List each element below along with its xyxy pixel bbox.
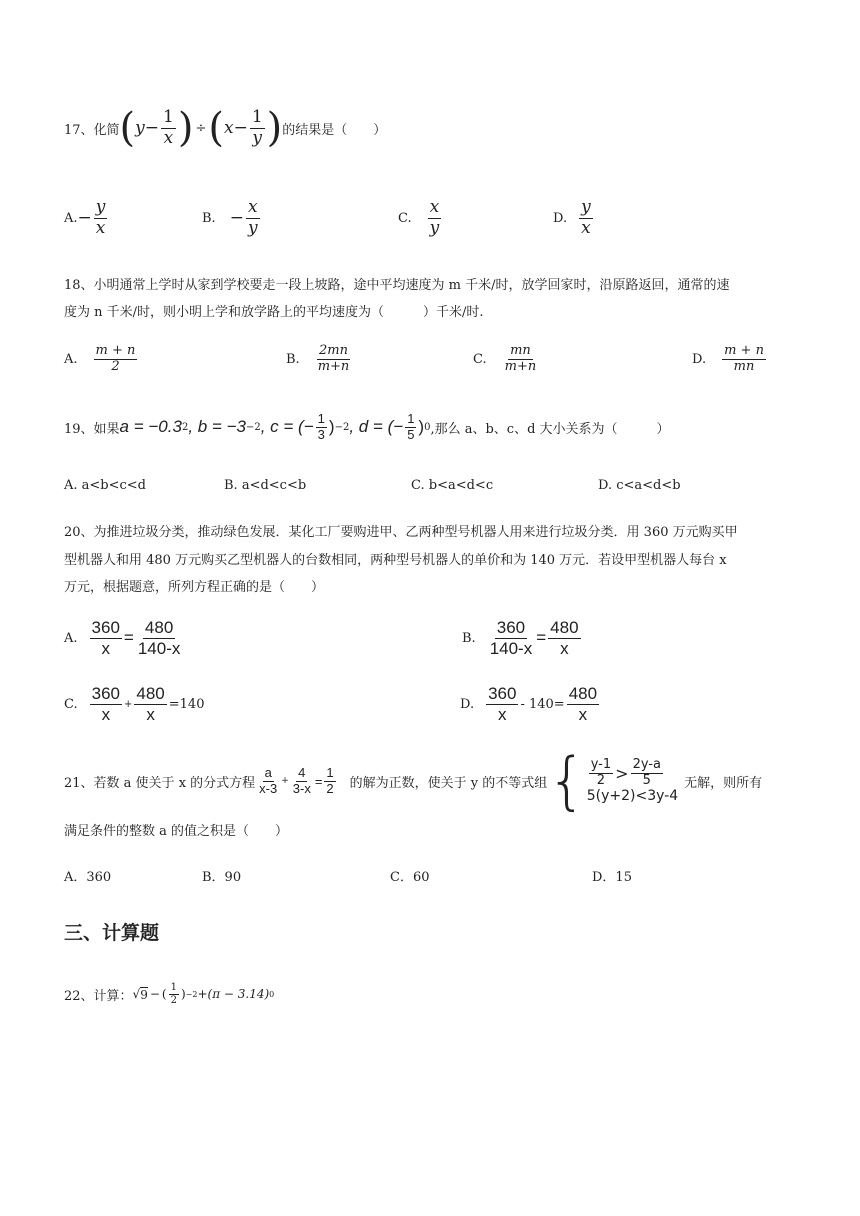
option-label: A. (64, 210, 78, 226)
frac-num: 360 (496, 618, 526, 637)
frac-1 (488, 618, 535, 658)
option-fraction (579, 198, 593, 238)
option-label: C. (398, 210, 412, 226)
frac-num: 2y-a (632, 756, 661, 772)
q17-var-y: y (135, 118, 145, 138)
q21-option-a[interactable]: A．360 (64, 870, 112, 885)
option-label: A. (64, 630, 78, 646)
option-label: B. (202, 210, 216, 226)
sqrt-value: 9 (140, 987, 148, 1002)
q17-divide: ÷ (195, 120, 207, 136)
question-17 (64, 104, 386, 152)
q18-option-b[interactable] (286, 344, 353, 375)
option-label: C. (473, 351, 487, 367)
option-sign: − (229, 208, 244, 229)
q19-option-b[interactable]: B. a<d<c<b (224, 478, 307, 493)
q17-option-d[interactable] (553, 198, 595, 238)
q21-frac-1 (257, 766, 279, 797)
frac-den: x (146, 704, 155, 724)
q22-fraction (169, 982, 179, 1006)
q22-open: ( (161, 987, 167, 1001)
q18-option-a[interactable] (64, 344, 139, 375)
option-fraction (722, 344, 766, 375)
frac-den: m+n (504, 358, 537, 374)
frac-num: 1 (407, 411, 415, 426)
plus: + (281, 776, 289, 786)
frac-den: x (101, 638, 110, 658)
frac-num: 480 (136, 684, 165, 703)
q19-expr-a: a = −0.3 (119, 417, 182, 437)
frac-den: 140-x (137, 638, 181, 658)
frac-den: m+n (317, 358, 350, 374)
close-paren: ) (177, 105, 194, 151)
frac-den: x (101, 704, 111, 724)
q22-tail-exp: 0 (269, 989, 275, 999)
q17-minus: − (144, 118, 160, 138)
frac-num: a (264, 764, 272, 780)
q19-expr-d: , d = (− (349, 417, 404, 437)
frac-num: 4 (298, 764, 306, 780)
frac-den: mn (733, 358, 755, 374)
plus: + (124, 698, 133, 710)
close-paren-2: ) (266, 105, 283, 151)
q19-exp-d: 0 (424, 421, 431, 433)
frac-num: 360 (488, 684, 517, 703)
q21-mid: 的解为正数，使关于 y 的不等式组 (349, 775, 548, 791)
q21-prefix: 21、若数 a 使关于 x 的分式方程 (64, 775, 256, 791)
frac-den: 140-x (489, 638, 533, 658)
greater-than: > (615, 763, 629, 783)
q19-prefix: 19、如果 (64, 421, 120, 437)
frac-den: x (560, 638, 569, 658)
q17-fraction-2 (250, 108, 265, 148)
q17-var-x: x (223, 118, 234, 138)
frac-num: 480 (568, 684, 598, 703)
ineq-frac-left (589, 758, 613, 789)
q22-prefix: 22、计算： (64, 988, 133, 1004)
tail: =140 (168, 696, 205, 712)
q20-line-2: 型机器人和用 480 万元购买乙型机器人的台数相同，两种型号机器人的单价和为 140 万元．若设甲型机器人每台 x (64, 553, 727, 568)
q17-option-c[interactable] (398, 198, 443, 238)
q21-frac-2 (291, 766, 313, 797)
frac-num: m + n (95, 343, 136, 358)
frac-num: x (429, 197, 440, 217)
q22-minus: − (149, 987, 160, 1001)
q17-fraction-1 (161, 108, 176, 148)
q21-option-b[interactable]: B．90 (202, 870, 242, 885)
q20-option-d[interactable] (460, 684, 601, 724)
q19-exp-c: −2 (334, 421, 350, 433)
question-21 (64, 746, 762, 816)
frac-num: m + n (724, 343, 764, 358)
frac-den: x (581, 217, 591, 238)
question-22 (64, 982, 274, 1006)
system-brace: { (547, 744, 587, 817)
q20-option-a[interactable] (64, 618, 184, 658)
ineq-frac-right (631, 758, 663, 789)
frac-num: 480 (144, 618, 174, 637)
equals: = (123, 628, 134, 648)
inequality-1 (587, 758, 678, 789)
inequality-system (587, 758, 678, 805)
equals: = (314, 773, 323, 789)
q20-option-c[interactable] (64, 684, 204, 724)
q21-line-2: 满足条件的整数 a 的值之积是（ ） (64, 824, 289, 839)
option-label: D. (692, 351, 707, 367)
frac-num: mn (510, 343, 531, 358)
q17-f1-num: 1 (163, 106, 174, 127)
equals: = (536, 628, 547, 648)
q19-option-d[interactable]: D. c<a<d<b (598, 478, 681, 493)
q19-option-c[interactable]: C. b<a<d<c (411, 478, 494, 493)
q19-expr-c: , c = (− (260, 417, 314, 437)
frac-den: 5 (642, 772, 651, 788)
frac-num: y (95, 197, 106, 217)
question-19 (64, 412, 670, 443)
open-paren-2: ( (208, 105, 224, 151)
option-fraction (94, 344, 138, 375)
frac-1 (90, 684, 122, 724)
q19-option-a[interactable]: A. a<b<c<d (64, 478, 147, 493)
q19-d-close: ) (418, 417, 425, 437)
option-fraction (316, 344, 352, 375)
q19-c-fraction (316, 412, 327, 443)
q21-frac-3 (324, 766, 335, 797)
frac-den: 2 (170, 994, 177, 1006)
frac-num: 1 (317, 411, 325, 426)
q22-tail: +(π − 3.14) (197, 987, 270, 1001)
frac-den: 2 (326, 780, 334, 796)
q18-line-2: 度为 n 千米/时，则小明上学和放学路上的平均速度为（ ）千米/时. (64, 305, 484, 320)
option-fraction (94, 198, 108, 238)
option-label: D. (553, 210, 568, 226)
frac-num: 1 (326, 764, 334, 780)
frac-den: x (578, 704, 588, 724)
frac-den: 3-x (292, 780, 311, 796)
q18-option-d[interactable] (692, 344, 768, 375)
option-fraction (503, 344, 539, 375)
frac-den: x-3 (259, 780, 278, 796)
sqrt-symbol: √ (132, 987, 141, 1001)
option-label: D. (460, 696, 475, 712)
frac-num: 360 (91, 684, 120, 703)
q22-exp: −2 (185, 989, 198, 999)
frac-num: 480 (550, 618, 579, 637)
q17-option-a[interactable] (64, 198, 109, 238)
frac-num: y (581, 197, 591, 217)
q17-f2-den: y (252, 127, 263, 148)
frac-den: 3 (317, 426, 325, 442)
q17-f1-den: x (163, 127, 174, 148)
q18-line-1: 18、小明通常上学时从家到学校要走一段上坡路，途中平均速度为 m 千米/时，放学回家时，沿原路返回，通常的速 (64, 278, 730, 293)
option-label: A. (64, 351, 78, 367)
frac-num: 360 (91, 618, 120, 637)
option-fraction (246, 198, 260, 238)
open-paren: ( (119, 105, 136, 151)
option-fraction (428, 198, 442, 238)
q19-d-fraction (405, 412, 416, 443)
q19-suffix: ,那么 a、b、c、d 大小关系为（ ） (430, 421, 670, 437)
frac-num: 1 (170, 982, 177, 993)
q22-close: ) (180, 987, 186, 1001)
q19-c-close: ) (328, 417, 335, 437)
frac-den: y (429, 217, 440, 238)
q17-option-b[interactable] (202, 198, 262, 238)
frac-2 (136, 618, 183, 658)
frac-den: 2 (596, 772, 606, 788)
q20-line-3: 万元，根据题意，所列方程正确的是（ ） (64, 580, 325, 595)
q19-expr-b: , b = −3 (188, 417, 246, 437)
frac-den: y (247, 217, 258, 238)
q19-exp-b: −2 (245, 421, 261, 433)
q17-suffix: 的结果是（ ） (282, 122, 387, 138)
frac-1 (90, 618, 122, 658)
option-label: C. (64, 696, 78, 712)
frac-den: 2 (111, 358, 120, 374)
q19-exp-a: 2 (181, 421, 189, 433)
q20-option-b[interactable] (462, 618, 583, 658)
frac-1 (486, 684, 518, 724)
frac-den: x (498, 704, 507, 724)
frac-2 (567, 684, 599, 724)
option-label: B. (462, 630, 476, 646)
frac-2 (134, 684, 166, 724)
option-label: B. (286, 351, 300, 367)
q17-f2-num: 1 (251, 106, 263, 127)
section-heading: 三、计算题 (64, 922, 160, 944)
frac-num: y-1 (590, 756, 612, 772)
inequality-2: 5(y+2)<3y-4 (586, 788, 679, 805)
frac-num: 2mn (318, 343, 348, 358)
q21-option-d[interactable]: D．15 (592, 870, 632, 885)
q21-option-c[interactable]: C．60 (390, 870, 430, 885)
frac-den: 5 (407, 426, 415, 442)
q17-minus-2: − (233, 118, 248, 138)
q20-line-1: 20、为推进垃圾分类，推动绿色发展．某化工厂要购进甲、乙两种型号机器人用来进行垃圾分类．用 360 万元购买甲 (64, 525, 738, 540)
frac-den: x (95, 217, 106, 238)
minus-equals: - 140= (520, 696, 565, 712)
frac-num: x (247, 197, 258, 217)
q18-option-c[interactable] (473, 344, 540, 375)
q21-suffix: 无解，则所有 (684, 775, 763, 791)
q17-prefix: 17、化简 (64, 122, 120, 138)
frac-2 (548, 618, 580, 658)
option-sign: − (77, 208, 92, 229)
